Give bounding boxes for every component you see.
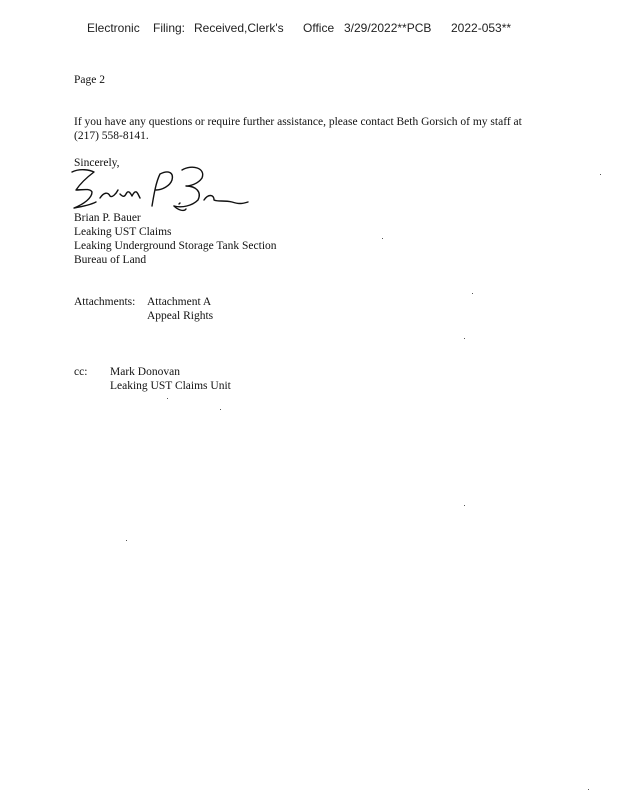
page-number: Page 2 bbox=[74, 74, 105, 86]
signer-section: Leaking Underground Storage Tank Section bbox=[74, 240, 277, 252]
body-line-2: (217) 558-8141. bbox=[74, 130, 149, 142]
scan-speck bbox=[464, 505, 465, 506]
scan-speck bbox=[220, 409, 221, 410]
scan-speck bbox=[472, 293, 473, 294]
scan-speck bbox=[382, 238, 383, 239]
scan-speck bbox=[167, 398, 168, 399]
cc-name: Mark Donovan bbox=[110, 366, 180, 378]
scan-speck bbox=[126, 540, 127, 541]
cc-label: cc: bbox=[74, 366, 88, 378]
cc-unit: Leaking UST Claims Unit bbox=[110, 380, 231, 392]
attachment-item: Appeal Rights bbox=[147, 310, 214, 322]
attachment-item: Attachment A bbox=[147, 296, 212, 308]
signer-bureau: Bureau of Land bbox=[74, 254, 147, 266]
stamp-case-number: 2022-053** bbox=[451, 21, 512, 35]
scan-speck bbox=[588, 789, 589, 790]
stamp-electronic: Electronic bbox=[87, 21, 140, 35]
signer-name: Brian P. Bauer bbox=[74, 212, 141, 224]
filing-stamp-header bbox=[0, 21, 618, 37]
scan-speck bbox=[464, 338, 465, 339]
stamp-date-pcb: 3/29/2022**PCB bbox=[344, 21, 432, 35]
body-line-1: If you have any questions or require further assistance, please contact Beth Gorsich of my staff at bbox=[74, 116, 522, 128]
attachments-label: Attachments: bbox=[74, 296, 136, 308]
stamp-received-clerks: Received,Clerk's bbox=[194, 21, 284, 35]
stamp-office: Office bbox=[303, 21, 335, 35]
stamp-filing: Filing: bbox=[153, 21, 186, 35]
scan-speck bbox=[600, 174, 601, 175]
closing: Sincerely, bbox=[74, 157, 120, 169]
signer-unit: Leaking UST Claims bbox=[74, 226, 172, 238]
